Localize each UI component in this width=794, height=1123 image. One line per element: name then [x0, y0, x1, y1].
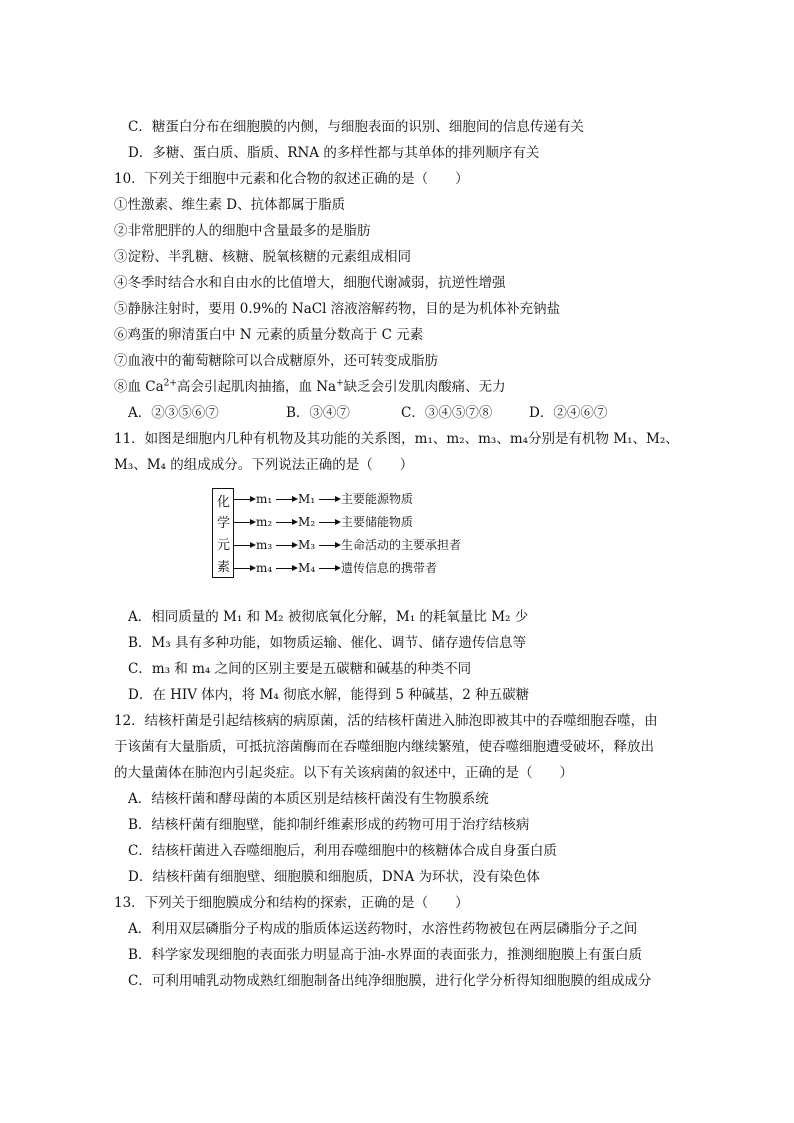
diagram-row: m₃ M₃ 生命活动的主要承担者: [234, 536, 461, 552]
q11-option-b: B．M₃ 具有多种功能，如物质运输、催化、调节、储存遗传信息等: [128, 635, 526, 651]
q11-stem-line-1: 11．如图是细胞内几种有机物及其功能的关系图，m₁、m₂、m₃、m₄分别是有机物 M₁、M₂、: [114, 431, 679, 447]
arrow-icon: [234, 541, 256, 551]
q12-option-c: C．结核杆菌进入吞噬细胞后，利用吞噬细胞中的核糖体合成自身蛋白质: [128, 843, 557, 859]
q11-option-c: C．m₃ 和 m₄ 之间的区别主要是五碳糖和碱基的种类不同: [128, 661, 472, 677]
element-char: 化: [217, 495, 231, 510]
q11-option-d: D．在 HIV 体内，将 M₄ 彻底水解，能得到 5 种碱基，2 种五碳糖: [128, 687, 530, 703]
q11-diagram: [212, 488, 512, 580]
q10-statement-3: ③淀粉、半乳糖、核糖、脱氧核糖的元素组成相同: [114, 249, 411, 265]
q10-stem: 10．下列关于细胞中元素和化合物的叙述正确的是（ ）: [114, 171, 469, 187]
element-char: 元: [217, 538, 231, 553]
q10-choice-d: D．②④⑥⑦: [529, 405, 608, 421]
element-char: 素: [217, 560, 231, 575]
chemical-elements-box: [212, 488, 234, 578]
arrow-icon: [234, 495, 256, 505]
q12-option-d: D．结核杆菌有细胞壁、细胞膜和细胞质，DNA 为环状，没有染色体: [128, 869, 540, 885]
q10-statement-5: ⑤静脉注射时，要用 0.9%的 NaCl 溶液溶解药物，目的是为机体补充钠盐: [114, 301, 561, 317]
q9-option-d: D．多糖、蛋白质、脂质、RNA 的多样性都与其单体的排列顺序有关: [128, 145, 540, 161]
arrow-icon: [319, 564, 341, 574]
q12-option-b: B．结核杆菌有细胞壁，能抑制纤维素形成的药物可用于治疗结核病: [128, 817, 530, 833]
q12-stem-line-2: 于该菌有大量脂质，可抵抗溶菌酶而在吞噬细胞内继续繁殖，使吞噬细胞遭受破坏，释放出: [114, 739, 654, 755]
q10-statement-1: ①性激素、维生素 D、抗体都属于脂质: [114, 197, 346, 213]
q13-stem: 13．下列关于细胞膜成分和结构的探索，正确的是（ ）: [114, 895, 469, 911]
q10-statement-8: ⑧血 $Ca^{2+}$高会引起肌肉抽搐，血 Na+缺乏会引发肌肉酸痛、无力: [114, 378, 506, 395]
q12-stem-line-1: 12．结核杆菌是引起结核病的病原菌，活的结核杆菌进入肺泡即被其中的吞噬细胞吞噬，由: [114, 713, 658, 729]
arrow-icon: [319, 518, 341, 528]
arrow-icon: [319, 495, 341, 505]
q10-statement-4: ④冬季时结合水和自由水的比值增大，细胞代谢减弱，抗逆性增强: [114, 275, 506, 291]
diagram-row: m₂ M₂ 主要储能物质: [234, 513, 413, 529]
arrow-icon: [234, 518, 256, 528]
arrow-icon: [276, 495, 298, 505]
q10-choice-a: A．②③⑤⑥⑦: [128, 405, 219, 421]
q10-statement-7: ⑦血液中的葡萄糖除可以合成糖原外，还可转变成脂肪: [114, 353, 438, 369]
arrow-icon: [276, 541, 298, 551]
element-char: 学: [217, 516, 231, 531]
q12-stem-line-3: 的大量菌体在肺泡内引起炎症。以下有关该病菌的叙述中，正确的是（ ）: [114, 765, 573, 781]
diagram-row: m₁ M₁ 主要能源物质: [234, 490, 413, 506]
q10-choice-b: B．③④⑦: [286, 405, 350, 421]
q10-choices: [128, 404, 688, 422]
q10-choice-c: C．③④⑤⑦⑧: [401, 405, 493, 421]
q10-statement-6: ⑥鸡蛋的卵清蛋白中 N 元素的质量分数高于 C 元素: [114, 327, 424, 343]
arrow-icon: [276, 564, 298, 574]
q13-option-c: C．可利用哺乳动物成熟红细胞制备出纯净细胞膜，进行化学分析得知细胞膜的组成成分: [128, 973, 652, 989]
q10-statement-2: ②非常肥胖的人的细胞中含量最多的是脂肪: [114, 223, 371, 239]
q13-option-a: A．利用双层磷脂分子构成的脂质体运送药物时，水溶性药物被包在两层磷脂分子之间: [128, 921, 638, 937]
arrow-icon: [234, 564, 256, 574]
arrow-icon: [276, 518, 298, 528]
q9-option-c: C．糖蛋白分布在细胞膜的内侧，与细胞表面的识别、细胞间的信息传递有关: [128, 119, 584, 135]
q13-option-b: B．科学家发现细胞的表面张力明显高于油-水界面的表面张力，推测细胞膜上有蛋白质: [128, 947, 642, 963]
diagram-row: m₄ M₄ 遗传信息的携带者: [234, 559, 437, 575]
q11-option-a: A．相同质量的 M₁ 和 M₂ 被彻底氧化分解，M₁ 的耗氧量比 M₂ 少: [128, 609, 529, 625]
q11-stem-line-2: M₃、M₄ 的组成成分。下列说法正确的是（ ）: [114, 457, 414, 473]
arrow-icon: [319, 541, 341, 551]
q12-option-a: A．结核杆菌和酵母菌的本质区别是结核杆菌没有生物膜系统: [128, 791, 489, 807]
